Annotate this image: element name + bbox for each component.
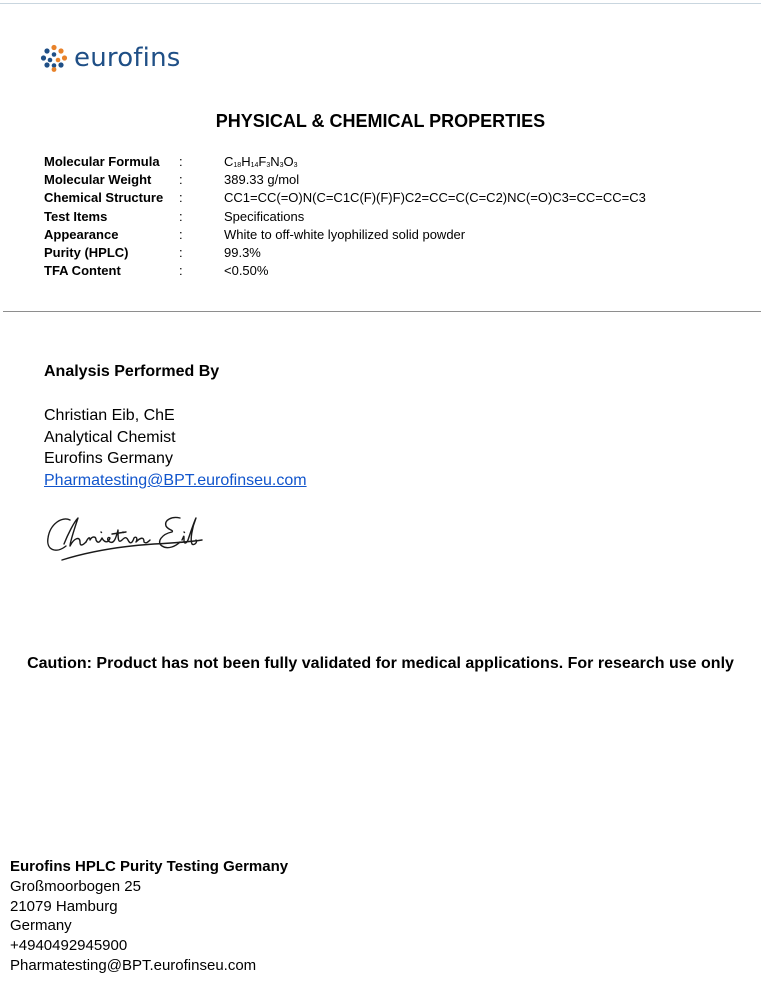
caution-notice: Caution: Product has not been fully validated for medical applications. For research use only xyxy=(27,655,734,672)
footer-company: Eurofins HPLC Purity Testing Germany xyxy=(10,858,289,875)
property-value: <0.50% xyxy=(224,263,269,279)
signature xyxy=(44,510,204,571)
property-value: Specifications xyxy=(224,208,305,224)
property-colon: : xyxy=(179,172,183,188)
analyst-block xyxy=(44,405,307,492)
property-label: TFA Content xyxy=(44,263,121,279)
property-value: White to off-white lyophilized solid powder xyxy=(224,226,466,242)
property-value: 99.3% xyxy=(224,244,261,260)
top-border xyxy=(0,0,761,4)
analyst-name: Christian Eib, ChE xyxy=(44,407,175,424)
property-colon: : xyxy=(179,226,183,242)
property-colon: : xyxy=(179,190,183,206)
property-colon: : xyxy=(179,154,183,169)
analyst-email-link[interactable]: Pharmatesting@BPT.eurofinseu.com xyxy=(44,472,307,490)
property-colon: : xyxy=(179,263,183,279)
molecular-formula-value: $C_{18}H_{14}F_3N_3O_3$ xyxy=(224,154,298,169)
eurofins-dots-icon xyxy=(40,44,68,72)
analyst-company: Eurofins Germany xyxy=(44,450,173,468)
property-value: 389.33 g/mol xyxy=(224,172,300,188)
eurofins-logo xyxy=(40,44,181,72)
property-label: Purity (HPLC) xyxy=(44,244,129,260)
property-value: CC1=CC(=O)N(C=C1C(F)(F)F)C2=CC=C(C=C2)NC(=O)C3=CC=CC=C3 xyxy=(224,190,646,206)
property-colon: : xyxy=(179,208,183,224)
section-divider xyxy=(3,311,761,312)
footer-street: Großmoorbogen 25 xyxy=(10,877,141,895)
footer-phone: +4940492945900 xyxy=(10,937,128,955)
property-colon: : xyxy=(179,244,183,260)
property-label: Appearance xyxy=(44,226,119,242)
footer-country: Germany xyxy=(10,917,72,935)
property-label: Molecular Formula xyxy=(44,154,160,169)
property-label: Test Items xyxy=(44,208,108,224)
footer-city: 21079 Hamburg xyxy=(10,897,118,915)
footer-email: Pharmatesting@BPT.eurofinseu.com xyxy=(10,956,257,974)
footer-address xyxy=(10,857,288,976)
property-label: Chemical Structure xyxy=(44,190,164,206)
page-title: PHYSICAL & CHEMICAL PROPERTIES xyxy=(215,111,546,131)
property-label: Molecular Weight xyxy=(44,172,152,188)
logo-wordmark: eurofins xyxy=(74,43,181,73)
analysis-heading: Analysis Performed By xyxy=(44,363,220,380)
analyst-role: Analytical Chemist xyxy=(44,428,176,446)
